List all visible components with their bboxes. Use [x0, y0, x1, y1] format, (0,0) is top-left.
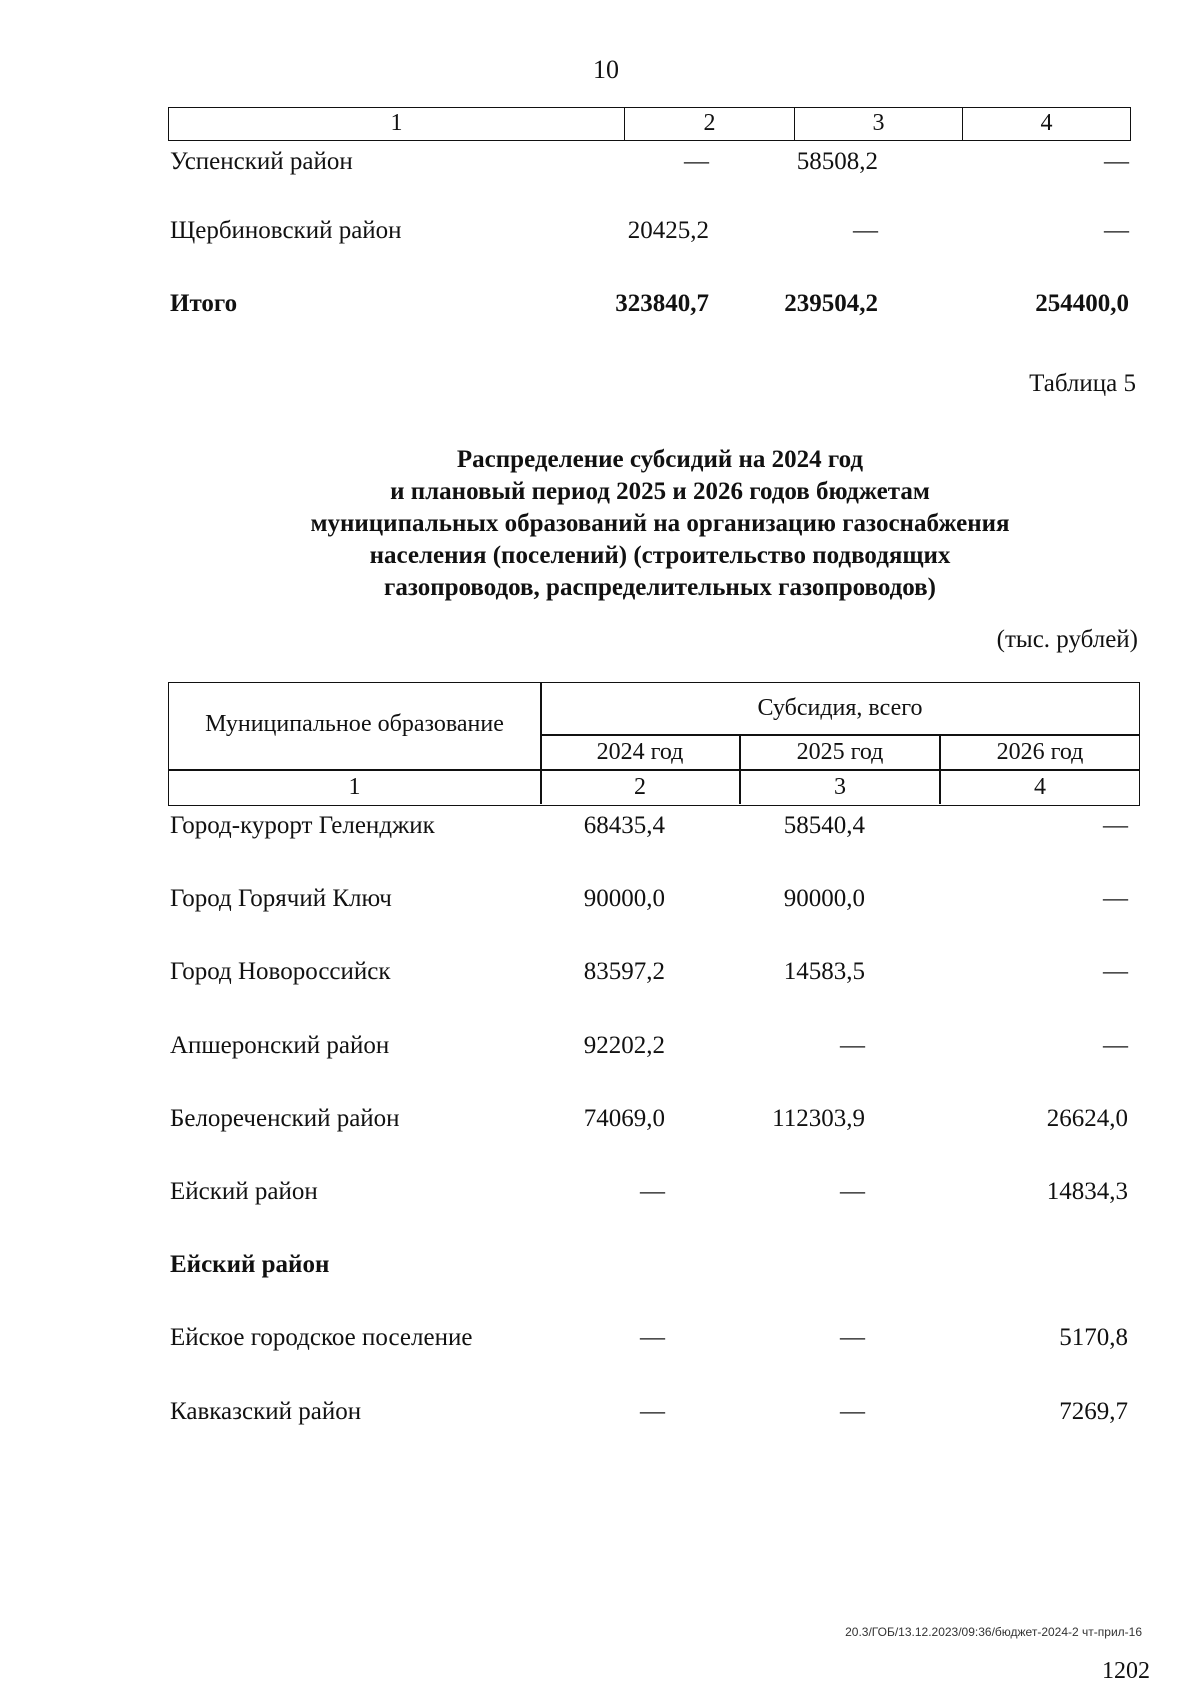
row-value-2024: —: [640, 1398, 665, 1425]
page-number: 10: [593, 55, 619, 84]
row-value-2025: 58508,2: [796, 148, 878, 175]
row-value-2025: 112303,9: [772, 1105, 865, 1132]
col-number-3: 3: [834, 774, 846, 800]
prev-table-row: [170, 144, 1134, 180]
title-line: муниципальных образований на организацию газоснабжения: [310, 510, 1010, 537]
header-year-2024: 2024 год: [596, 739, 684, 765]
row-name: Щербиновский район: [170, 217, 402, 244]
col-number-1: 1: [348, 774, 361, 800]
row-name: Город Горячий Ключ: [170, 885, 392, 912]
main-table-header: [168, 682, 1140, 806]
row-value-2026: 14834,3: [1046, 1178, 1128, 1205]
row-value-2026: —: [1103, 1032, 1128, 1059]
table-row: [170, 1394, 1134, 1430]
col-number-4: 4: [1034, 774, 1046, 800]
row-value-2025: —: [853, 217, 878, 244]
row-value-2024: 20425,2: [627, 217, 709, 244]
row-name: Успенский район: [170, 148, 353, 175]
table-label: Таблица 5: [1029, 370, 1136, 397]
row-name: Кавказский район: [170, 1398, 362, 1425]
title-line: газопроводов, распределительных газопроводов): [383, 574, 936, 601]
row-value-2026: —: [1103, 958, 1128, 985]
row-value-2024: 83597,2: [583, 958, 665, 985]
row-name: Апшеронский район: [170, 1032, 390, 1059]
prev-col-number-4: 4: [962, 108, 1130, 140]
row-value-2025: 90000,0: [783, 885, 865, 912]
row-value-2026: —: [1103, 885, 1128, 912]
row-value-2026: —: [1103, 812, 1128, 839]
row-name: Белореченский район: [170, 1105, 400, 1132]
table-row: [170, 1320, 1134, 1356]
row-value-2025: —: [840, 1178, 865, 1205]
row-value-2026: 5170,8: [1059, 1324, 1128, 1351]
table-row: [170, 1174, 1134, 1210]
prev-table-column-numbers: [168, 107, 1131, 141]
header-municipality: Муниципальное образование: [205, 711, 504, 737]
row-name: Ейское городское поселение: [170, 1324, 473, 1351]
title-line: населения (поселений) (строительство подводящих: [369, 542, 951, 569]
row-value-2025: —: [840, 1398, 865, 1425]
table-row: [170, 881, 1134, 917]
row-value-2024: —: [640, 1178, 665, 1205]
row-value-2025: —: [840, 1324, 865, 1351]
prev-table-total-row: [170, 286, 1134, 322]
prev-table-row: [170, 213, 1134, 249]
header-year-2025: 2025 год: [796, 739, 884, 765]
units-label: (тыс. рублей): [996, 626, 1138, 653]
row-value-2024: 74069,0: [583, 1105, 665, 1132]
table-row: [170, 1101, 1134, 1137]
prev-col-number-2: 2: [624, 108, 794, 140]
table-title: [0, 444, 1200, 604]
row-value-2024: 92202,2: [583, 1032, 665, 1059]
row-value-2025: —: [840, 1032, 865, 1059]
header-subsidy-total: Субсидия, всего: [757, 695, 923, 721]
row-value-2024: 90000,0: [583, 885, 665, 912]
row-value-2025: 14583,5: [783, 958, 865, 985]
total-label: Итого: [170, 290, 238, 317]
row-value-2024: 68435,4: [583, 812, 665, 839]
title-line: и плановый период 2025 и 2026 годов бюджетам: [390, 478, 930, 505]
row-name: Город-курорт Геленджик: [170, 812, 435, 839]
row-value-2026: 26624,0: [1046, 1105, 1128, 1132]
group-heading-row: [170, 1247, 1134, 1283]
row-name: Город Новороссийск: [170, 958, 391, 985]
header-year-2026: 2026 год: [996, 739, 1084, 765]
col-number-2: 2: [634, 774, 646, 800]
table-row: [170, 954, 1134, 990]
title-line: Распределение субсидий на 2024 год: [456, 446, 864, 473]
row-value-2026: —: [1104, 148, 1129, 175]
total-value-2024: 323840,7: [615, 290, 709, 317]
row-name: Ейский район: [170, 1251, 330, 1278]
row-value-2026: —: [1104, 217, 1129, 244]
row-value-2026: 7269,7: [1059, 1398, 1128, 1425]
row-value-2025: 58540,4: [783, 812, 865, 839]
row-value-2024: —: [640, 1324, 665, 1351]
table-row: [170, 1028, 1134, 1064]
total-value-2025: 239504,2: [784, 290, 878, 317]
row-value-2024: —: [684, 148, 709, 175]
document-code: 20.3/ГОБ/13.12.2023/09:36/бюджет-2024-2 чт-прил-16: [845, 1625, 1142, 1639]
table-row: [170, 808, 1134, 844]
prev-col-number-3: 3: [794, 108, 962, 140]
sheet-number: 1202: [1102, 1658, 1150, 1684]
prev-col-number-1: 1: [390, 110, 403, 136]
row-name: Ейский район: [170, 1178, 318, 1205]
total-value-2026: 254400,0: [1035, 290, 1129, 317]
